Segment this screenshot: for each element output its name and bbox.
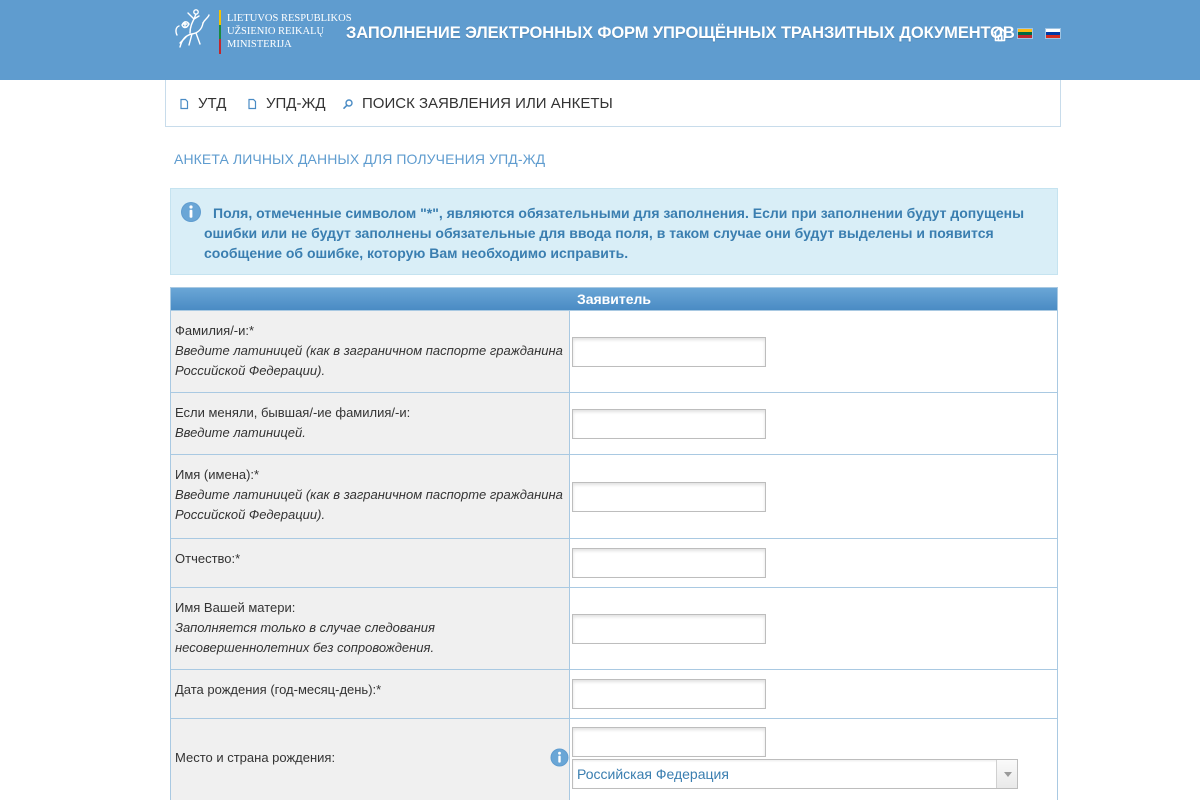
- field-label-cell: [171, 719, 570, 800]
- field-label-cell: [171, 393, 570, 454]
- field-label: Место и страна рождения:: [175, 750, 336, 765]
- form-row-mother-name: [171, 587, 1057, 669]
- nav-item-label: ПОИСК ЗАЯВЛЕНИЯ ИЛИ АНКЕТЫ: [362, 95, 613, 112]
- main-nav: [165, 80, 1061, 127]
- surname-input[interactable]: [572, 337, 766, 367]
- field-label: Дата рождения (год-месяц-день):*: [175, 682, 382, 697]
- field-value-cell: [570, 539, 1057, 587]
- nav-item-label: УТД: [198, 95, 227, 112]
- field-value-cell: [570, 455, 1057, 538]
- birth-place-input[interactable]: [572, 727, 766, 757]
- vytis-emblem-icon: [172, 7, 212, 57]
- field-hint: Введите латиницей (как в заграничном паспорте гражданина Российской Федерации).: [175, 487, 563, 522]
- form-row-surname: [171, 310, 1057, 392]
- logo-line: UŽSIENIO REIKALŲ: [227, 26, 325, 37]
- field-value-cell: [570, 719, 1057, 800]
- chevron-down-icon[interactable]: [996, 760, 1017, 788]
- field-value-cell: [570, 311, 1057, 392]
- document-icon: [178, 98, 190, 110]
- field-label-cell: [171, 311, 570, 392]
- nav-item-label: УПД-ЖД: [266, 95, 326, 112]
- field-hint: Введите латиницей.: [175, 425, 306, 440]
- form-row-birth-date: [171, 669, 1057, 718]
- info-notice: [170, 188, 1058, 275]
- birth-country-select[interactable]: [572, 759, 1018, 789]
- field-value-cell: [570, 393, 1057, 454]
- form-row-patronymic: [171, 538, 1057, 587]
- info-notice-text: Поля, отмеченные символом "*", являются обязательными для заполнения. Если при заполнении будут допущены ошибки или не будут заполнены обязательные для ввода поля, в таком случае они будут выделены и появится сообщение об ошибке, которую Вам необходимо исправить.: [204, 205, 1025, 261]
- flag-lithuania-icon[interactable]: [1017, 28, 1033, 39]
- info-icon[interactable]: [550, 748, 569, 767]
- form-section-header: Заявитель: [171, 288, 1057, 310]
- field-hint: Введите латиницей (как в заграничном паспорте гражданина Российской Федерации).: [175, 343, 563, 378]
- field-label-cell: [171, 670, 570, 718]
- logo-line: LIETUVOS RESPUBLIKOS: [227, 13, 352, 24]
- nav-item-upd-zhd[interactable]: [246, 95, 325, 112]
- field-hint: Заполняется только в случае следования несовершеннолетних без сопровождения.: [175, 620, 435, 655]
- site-title: ЗАПОЛНЕНИЕ ЭЛЕКТРОННЫХ ФОРМ УПРОЩЁННЫХ ТРАНЗИТНЫХ ДОКУМЕНТОВ: [346, 24, 1015, 42]
- logo-line: MINISTERIJA: [227, 39, 292, 50]
- logo-text: [227, 12, 352, 51]
- header: [0, 0, 1200, 80]
- field-label: Отчество:*: [175, 551, 241, 566]
- page-title: АНКЕТА ЛИЧНЫХ ДАННЫХ ДЛЯ ПОЛУЧЕНИЯ УПД-ЖД: [174, 151, 546, 167]
- nav-item-search[interactable]: [342, 95, 613, 112]
- previous-surname-input[interactable]: [572, 409, 766, 439]
- info-icon: [180, 201, 202, 223]
- field-label-cell: [171, 455, 570, 538]
- applicant-form: [170, 287, 1058, 800]
- field-label: Имя Вашей матери:: [175, 600, 296, 615]
- form-row-given-name: [171, 454, 1057, 538]
- field-label: Если меняли, бывшая/-ие фамилия/-и:: [175, 405, 411, 420]
- patronymic-input[interactable]: [572, 548, 766, 578]
- search-icon: [342, 98, 354, 110]
- field-label-cell: [171, 588, 570, 669]
- nav-item-utd[interactable]: [178, 95, 226, 112]
- birth-date-input[interactable]: [572, 679, 766, 709]
- field-label: Имя (имена):*: [175, 467, 260, 482]
- form-row-birth-place: [171, 718, 1057, 800]
- form-row-previous-surname: [171, 392, 1057, 454]
- field-label-cell: [171, 539, 570, 587]
- field-value-cell: [570, 588, 1057, 669]
- home-icon[interactable]: [992, 25, 1008, 43]
- document-icon: [246, 98, 258, 110]
- given-name-input[interactable]: [572, 482, 766, 512]
- logo-flag-divider: [219, 10, 221, 54]
- mother-name-input[interactable]: [572, 614, 766, 644]
- flag-russia-icon[interactable]: [1045, 28, 1061, 39]
- field-value-cell: [570, 670, 1057, 718]
- field-label: Фамилия/-и:*: [175, 323, 255, 338]
- ministry-logo[interactable]: [172, 7, 352, 59]
- birth-country-selected-value: Российская Федерация: [577, 766, 729, 782]
